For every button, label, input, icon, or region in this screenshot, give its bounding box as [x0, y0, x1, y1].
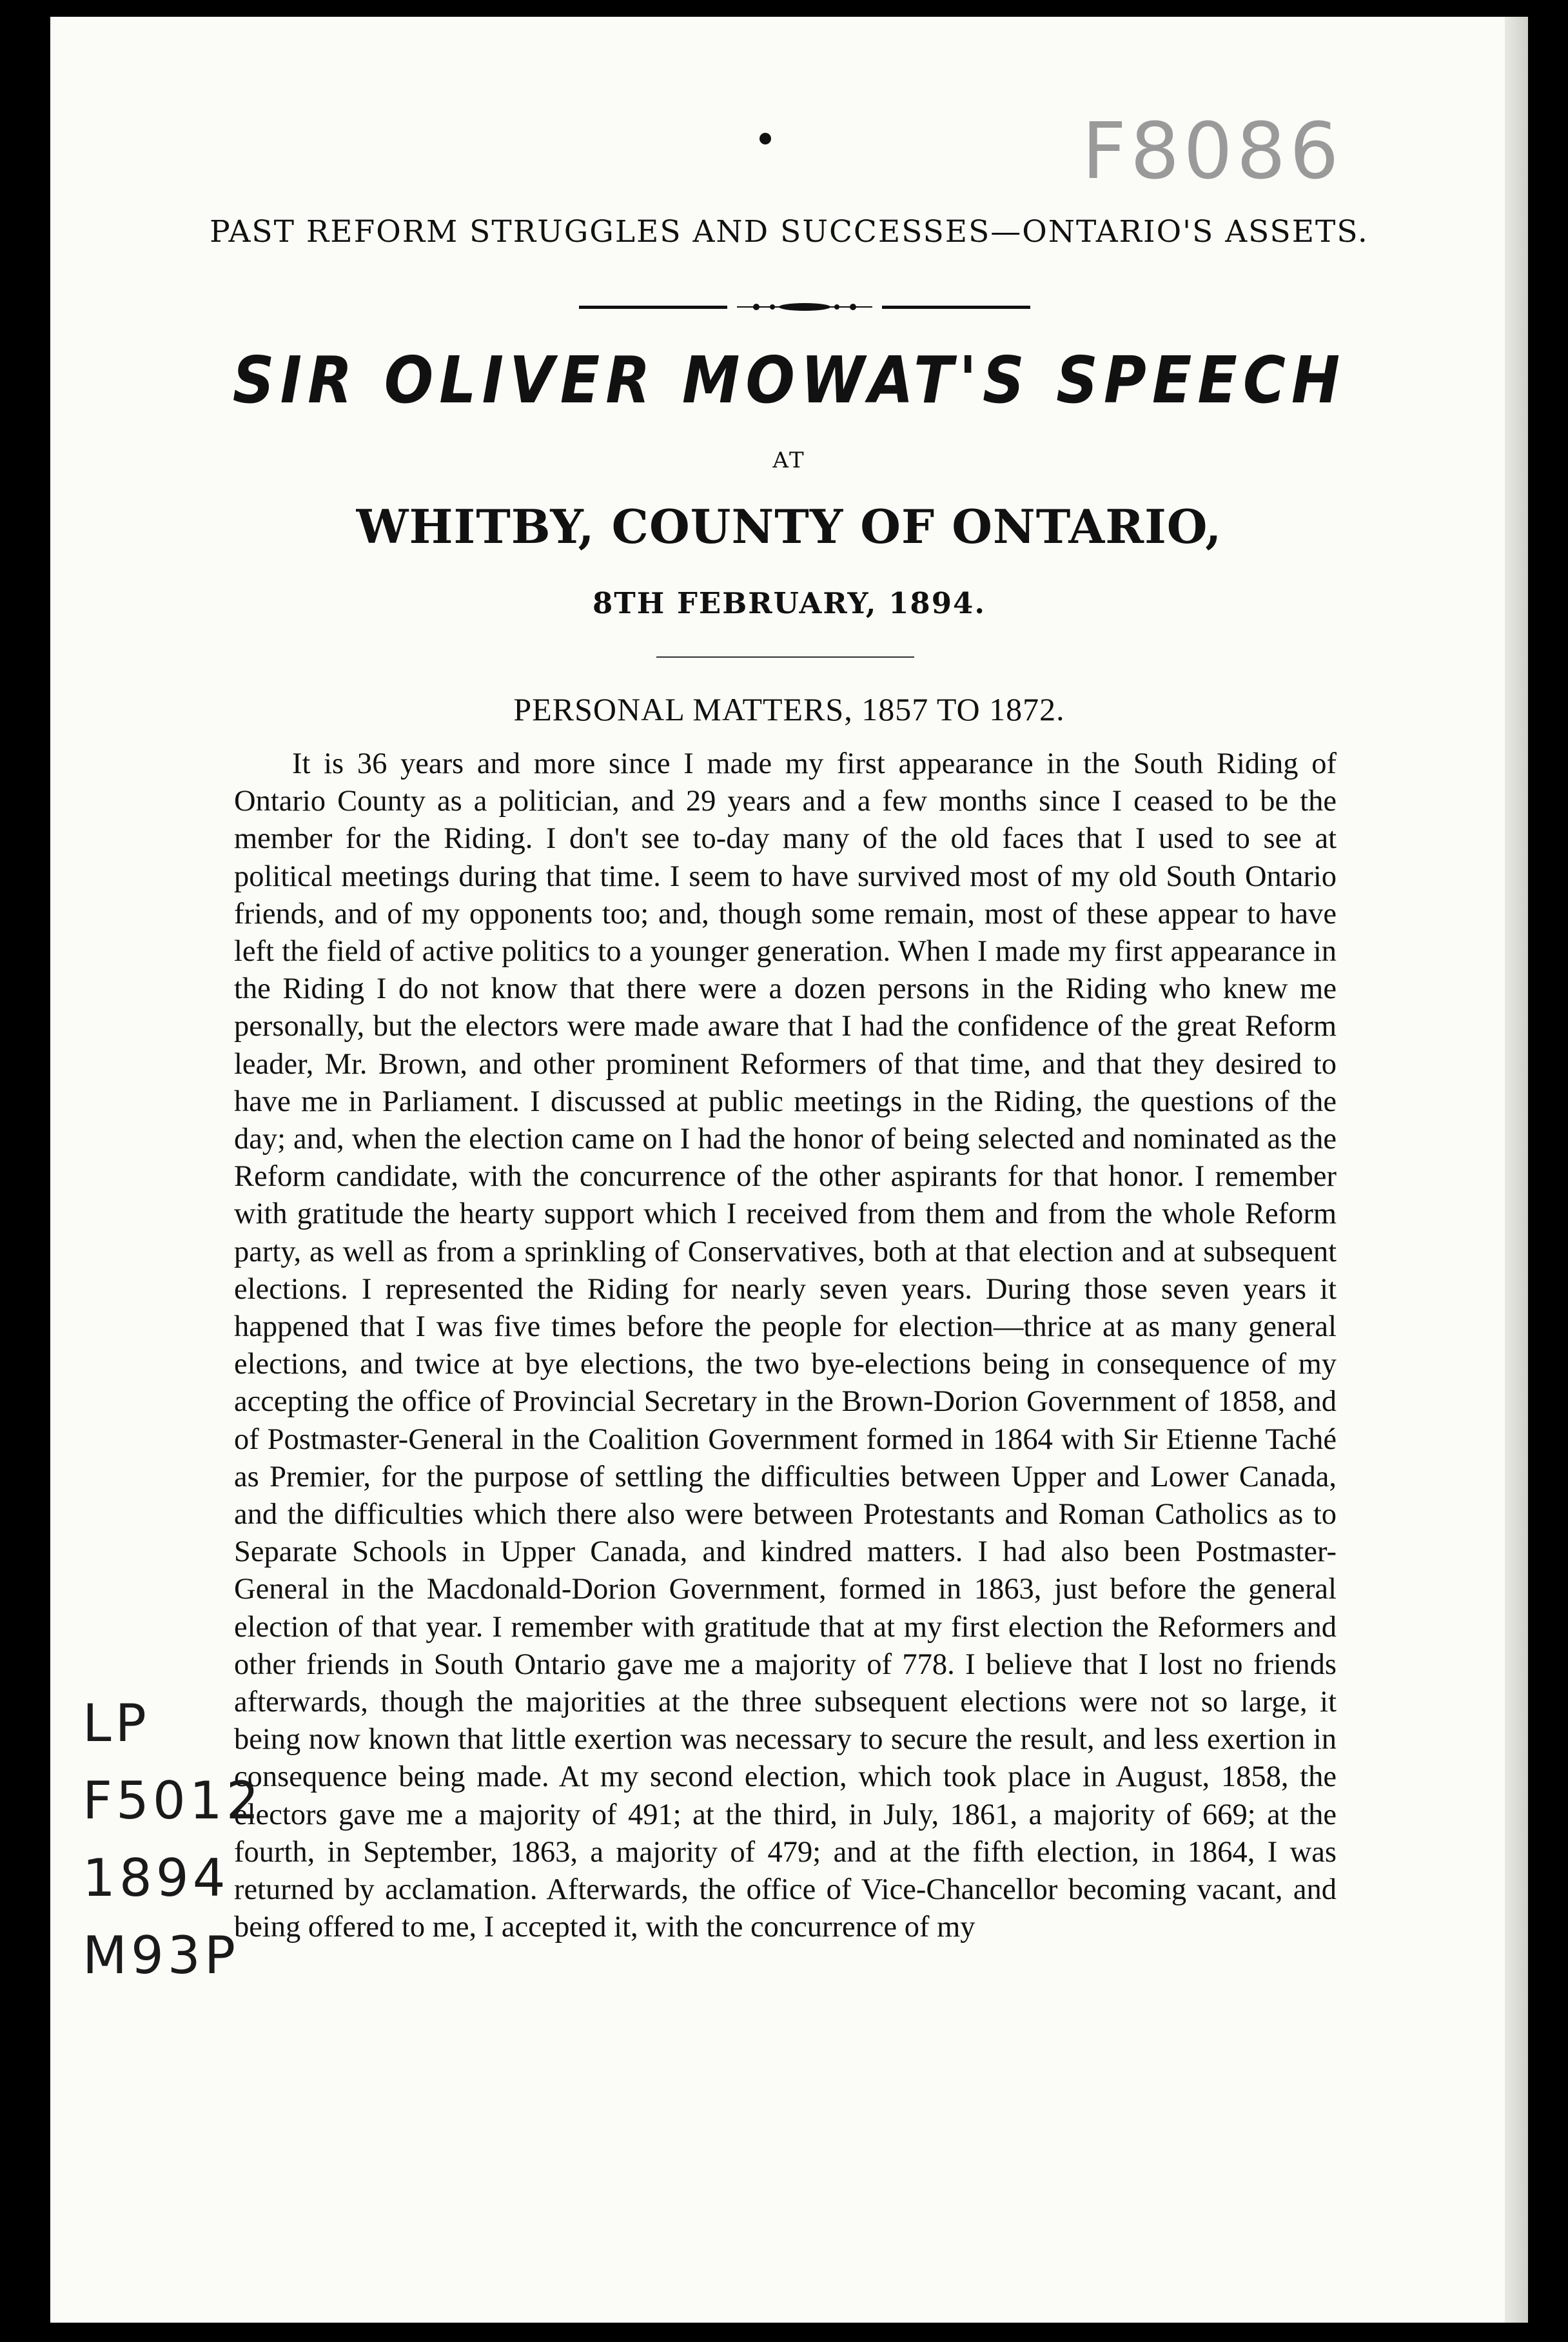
divider-rule: [656, 656, 914, 658]
title-at: AT: [772, 448, 806, 473]
catalog-side-line-4: M93P: [83, 1925, 240, 1985]
catalog-side-line-1: LP: [83, 1693, 150, 1753]
speech-body: It is 36 years and more since I made my first appearance in the South Riding of Ontario County as a politician, and 29 years and a few months since I ceased to be the member for the Riding. I don't see to-day many of the old faces that I used to see at political meetings during that time. I seem to have survived most of my old South Ontario friends, and of my opponents too; and, though some remain, most of these appear to have left the field of active politics to a younger generation. When I made my first appearance in the Riding I do not know that there were a dozen persons in the Riding who knew me personally, but the electors were made aware that I had the confidence of the great Reform leader, Mr. Brown, and other prominent Reformers of that time, and that they desired to have me in Parliament. I discussed at public meetings in the Riding, the questions of the day; and, when the election came on I had the honor of being selected and nominated as the Reform candidate, with the concurrence of the other aspirants for that honor. I remember with gratitude the hearty support which I received from them and from the whole Reform party, as well as from a sprinkling of Conservatives, both at that election and at subsequent elections. I represented the Riding for nearly seven years. During those seven years it happened that I was five times before the people for election—thrice at as many general elections, and twice at bye elections, the two bye-elections being in consequence of my accepting the office of Provincial Secretary in the Brown-Dorion Government of 1858, and of Postmaster-General in the Coalition Government formed in 1864 with Sir Etienne Taché as Premier, for the purpose of settling the difficulties between Upper and Lower Canada, and the difficulties which there also were between Protestants and Roman Catholics as to Separate Schools in Upper Canada, and kindred matters. I had also been Postmaster-General in the Macdonald-Dorion Government, formed in 1863, just before the general election of that year. I remember with gratitude that at my first election the Reformers and other friends in South Ontario gave me a majority of 778. I believe that I lost no friends afterwards, though the majorities at the three subsequent elections were not so large, it being now known that little exertion was necessary to secure the result, and less exertion in consequence being made. At my second election, which took place in August, 1858, the electors gave me a majority of 491; at the third, in July, 1861, a majority of 669; at the fourth, in September, 1863, a majority of 479; and at the fifth election, in 1864, I was returned by acclamation. Afterwards, the office of Vice-Chancellor becoming vacant, and being offered to me, I accepted it, with the concurrence of my: [234, 747, 1337, 1944]
ink-dot: [760, 133, 771, 144]
catalog-side-line-3: 1894: [83, 1848, 230, 1908]
catalog-number-handwritten: F8086: [1082, 107, 1343, 197]
catalog-side-line-2: F5012: [83, 1771, 263, 1831]
speech-location: WHITBY, COUNTY OF ONTARIO,: [356, 499, 1222, 554]
page-edge: [1505, 17, 1528, 2323]
ornamental-rule: [579, 300, 1030, 313]
speech-date: 8TH FEBRUARY, 1894.: [592, 586, 986, 620]
section-heading: PERSONAL MATTERS, 1857 TO 1872.: [513, 691, 1065, 727]
document-page: [50, 17, 1528, 2323]
speech-title: SIR OLIVER MOWAT'S SPEECH: [232, 342, 1346, 418]
series-heading: PAST REFORM STRUGGLES AND SUCCESSES—ONTARIO'S ASSETS.: [210, 214, 1369, 250]
